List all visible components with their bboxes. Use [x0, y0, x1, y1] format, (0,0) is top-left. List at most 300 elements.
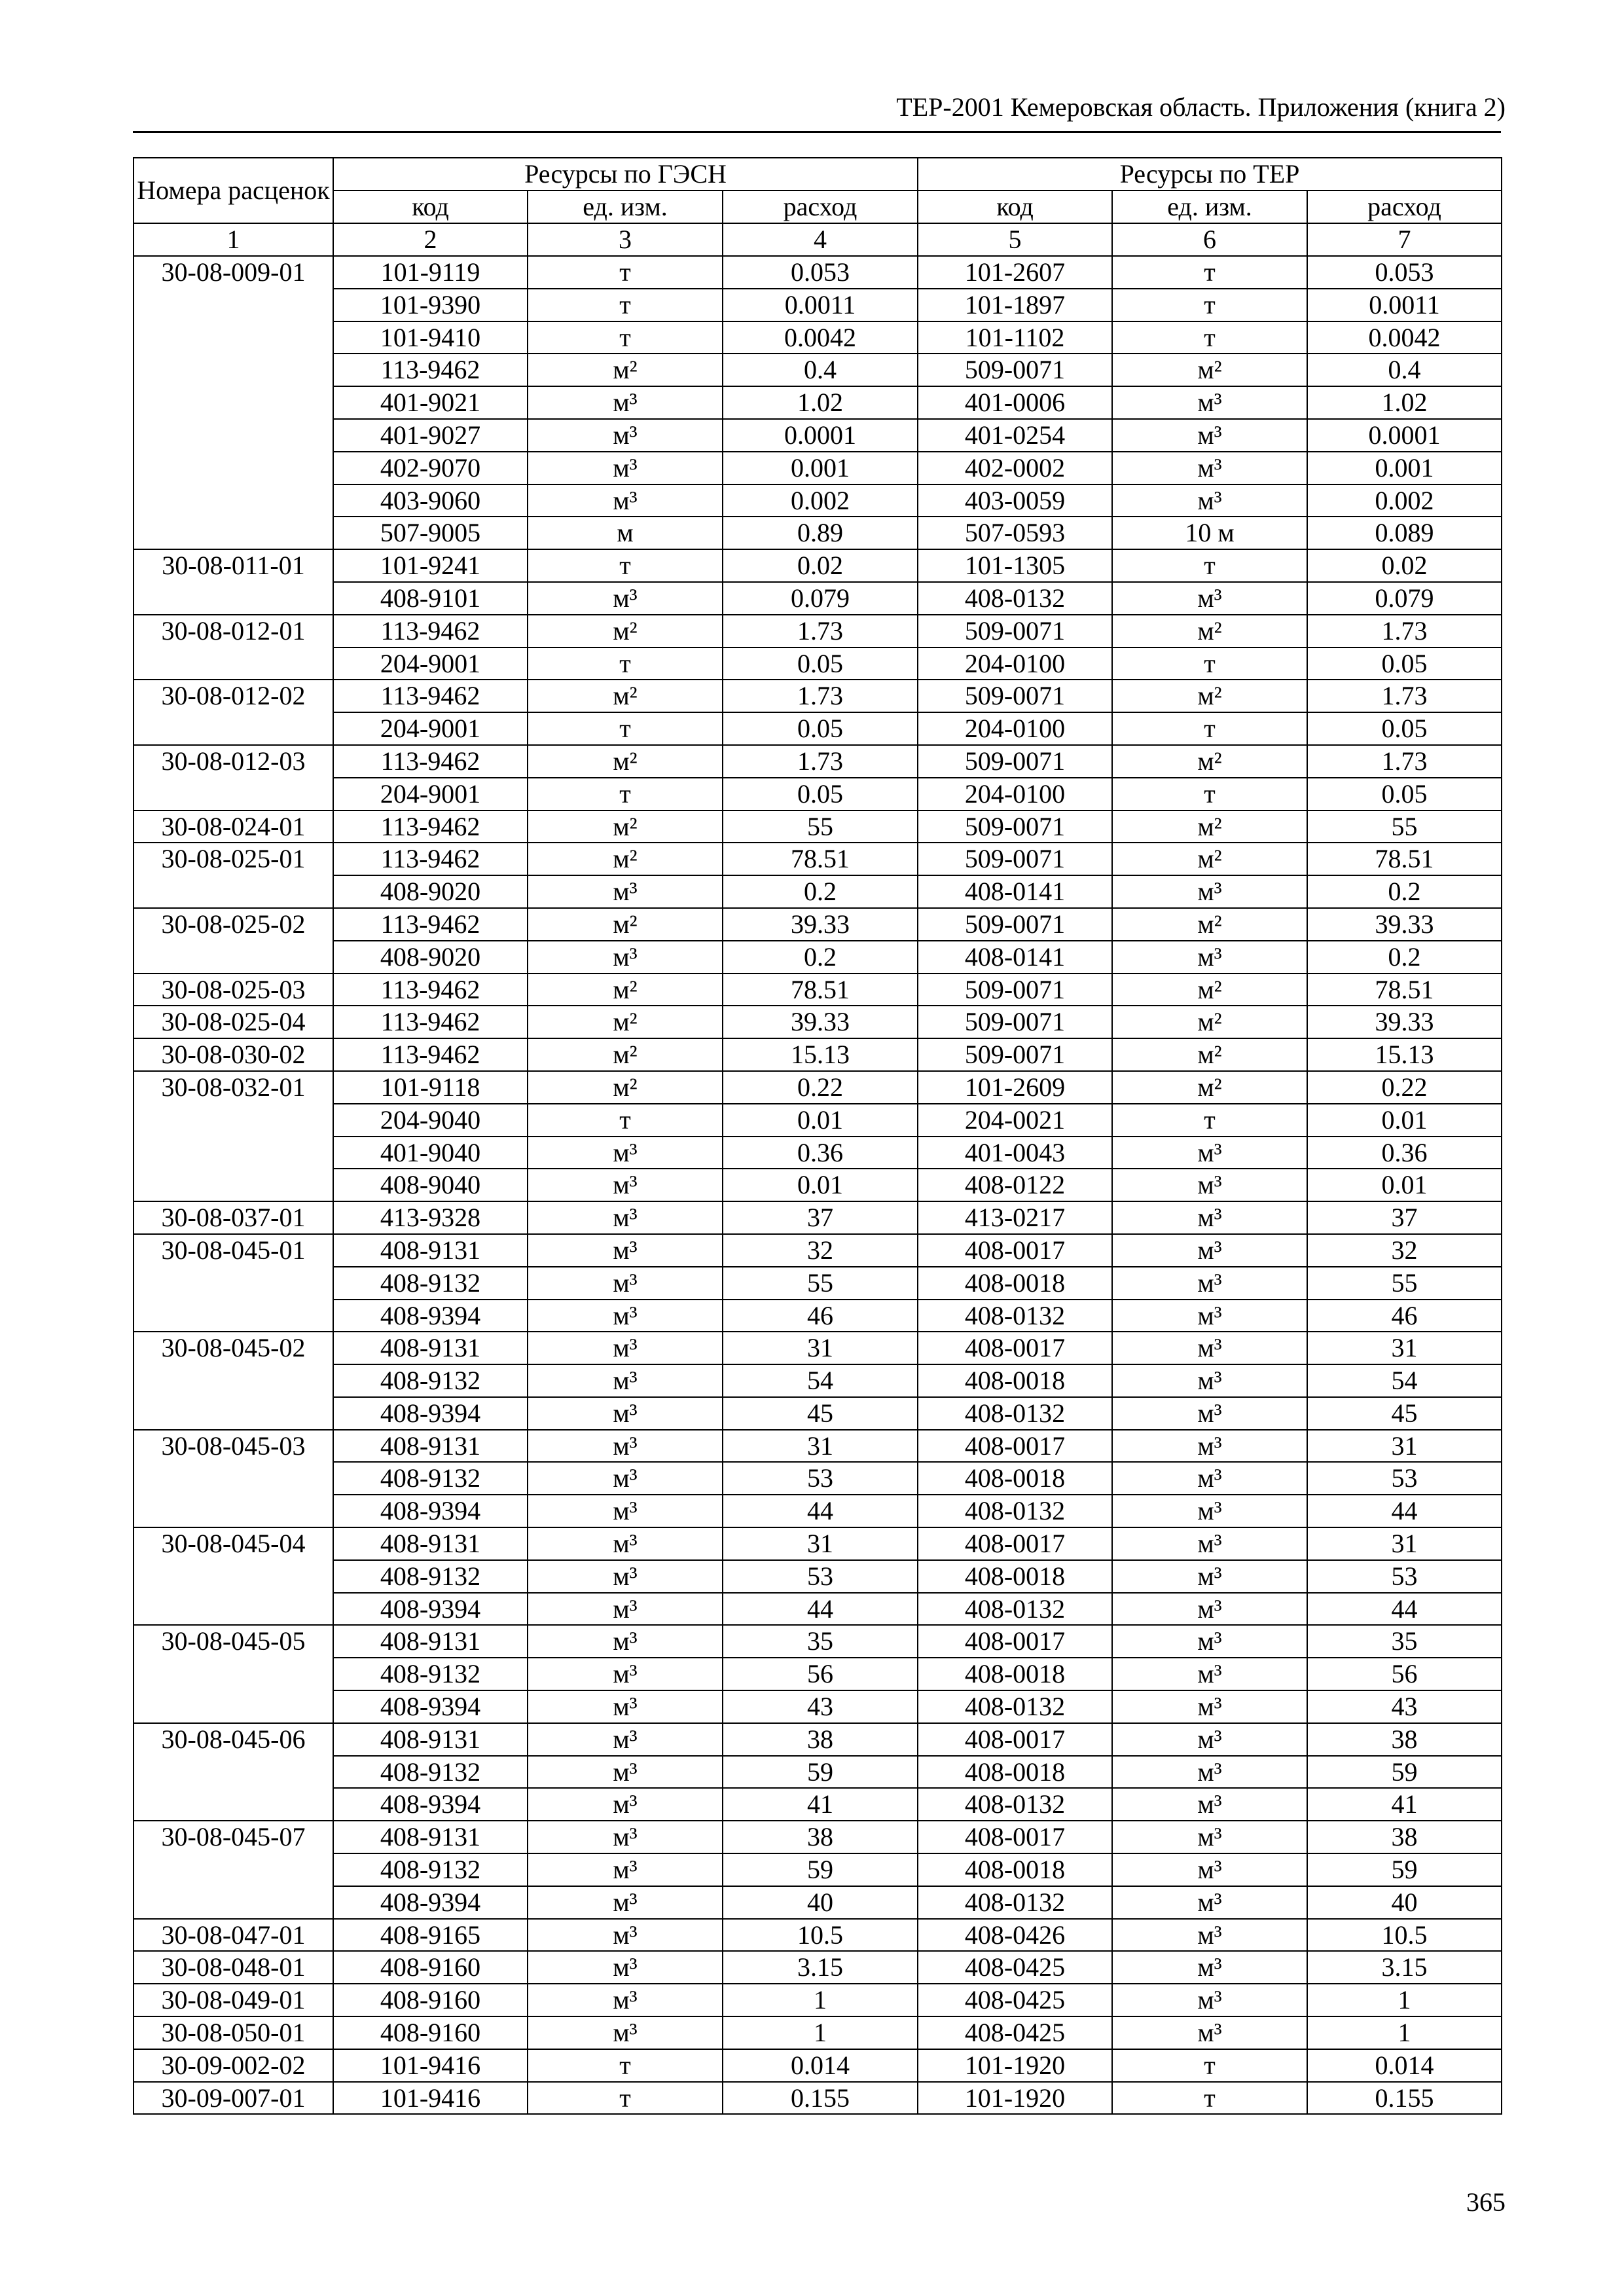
rates-header: Номера расценок [134, 158, 333, 223]
table-row [134, 1332, 1502, 1364]
gesn-unit-cell: м³ [528, 1593, 723, 1626]
gesn-code-cell: 408-9131 [333, 1234, 528, 1267]
table-row [134, 1300, 1502, 1332]
ter-consumption-cell: 0.079 [1307, 582, 1502, 615]
gesn-consumption-cell: 78.51 [723, 843, 918, 875]
rate-number-cell: 30-08-037-01 [134, 1201, 333, 1234]
table-row [134, 745, 1502, 778]
ter-unit-cell: м³ [1112, 1332, 1307, 1364]
gesn-consumption-cell: 53 [723, 1560, 918, 1593]
table-row [134, 1430, 1502, 1463]
gesn-consumption-cell: 3.15 [723, 1951, 918, 1984]
ter-code-cell: 408-0018 [918, 1364, 1112, 1397]
ter-consumption-cell: 0.0011 [1307, 289, 1502, 321]
column-numbers-row [134, 223, 1502, 256]
gesn-code-cell: 401-9027 [333, 419, 528, 452]
ter-consumption-cell: 59 [1307, 1756, 1502, 1789]
ter-unit-cell: м³ [1112, 1951, 1307, 1984]
table-row [134, 1625, 1502, 1658]
table-row [134, 1527, 1502, 1560]
gesn-code-cell: 408-9394 [333, 1886, 528, 1919]
ter-code-cell: 408-0132 [918, 1788, 1112, 1821]
rate-number-cell: 30-08-030-02 [134, 1038, 333, 1071]
gesn-header: Ресурсы по ГЭСН [333, 158, 918, 191]
ter-consumption-cell: 3.15 [1307, 1951, 1502, 1984]
gesn-code-cell: 101-9410 [333, 321, 528, 354]
rate-number-cell: 30-08-024-01 [134, 811, 333, 843]
gesn-unit-cell: м³ [528, 1300, 723, 1332]
ter-consumption-cell: 35 [1307, 1625, 1502, 1658]
ter-consumption-cell: 0.0001 [1307, 419, 1502, 452]
table-row [134, 452, 1502, 484]
ter-unit-cell: м³ [1112, 1169, 1307, 1201]
ter-code-cell: 101-1897 [918, 289, 1112, 321]
ter-code-cell: 101-1920 [918, 2049, 1112, 2082]
gesn-code-cell: 113-9462 [333, 811, 528, 843]
table-row [134, 484, 1502, 517]
ter-consumption-cell: 46 [1307, 1300, 1502, 1332]
gesn-consumption-cell: 40 [723, 1886, 918, 1919]
ter-code-cell: 408-0017 [918, 1625, 1112, 1658]
ter-code-cell: 408-0141 [918, 941, 1112, 974]
table-row [134, 1821, 1502, 1853]
gesn-unit-cell: м³ [528, 1332, 723, 1364]
gesn-unit-cell: м² [528, 974, 723, 1006]
gesn-unit-cell: м³ [528, 875, 723, 908]
gesn-consumption-cell: 31 [723, 1332, 918, 1364]
gesn-consumption-cell: 1 [723, 1984, 918, 2016]
gesn-code-cell: 507-9005 [333, 517, 528, 549]
gesn-code-cell: 408-9132 [333, 1756, 528, 1789]
gesn-unit-cell: м³ [528, 386, 723, 419]
ter-code-cell: 509-0071 [918, 811, 1112, 843]
ter-unit-cell: т [1112, 321, 1307, 354]
gesn-code-cell: 113-9462 [333, 745, 528, 778]
rate-number-cell: 30-09-002-02 [134, 2049, 333, 2082]
rate-number-cell: 30-08-009-01 [134, 256, 333, 549]
ter-unit-cell: м² [1112, 745, 1307, 778]
gesn-code-cell: 408-9132 [333, 1364, 528, 1397]
gesn-unit-cell: м³ [528, 1886, 723, 1919]
ter-consumption-cell: 41 [1307, 1788, 1502, 1821]
ter-consumption-cell: 38 [1307, 1723, 1502, 1756]
table-row [134, 582, 1502, 615]
ter-code-cell: 408-0018 [918, 1756, 1112, 1789]
rate-number-cell: 30-08-045-04 [134, 1527, 333, 1625]
ter-consumption-cell: 0.002 [1307, 484, 1502, 517]
ter-consumption-cell: 1 [1307, 2016, 1502, 2049]
ter-code-cell: 408-0132 [918, 582, 1112, 615]
ter-unit-cell: м³ [1112, 1593, 1307, 1626]
rate-number-cell: 30-08-045-05 [134, 1625, 333, 1722]
ter-unit-cell: м³ [1112, 1788, 1307, 1821]
gesn-unit-cell: м² [528, 1038, 723, 1071]
table-row [134, 354, 1502, 386]
table-row [134, 1560, 1502, 1593]
ter-unit-cell: м³ [1112, 1690, 1307, 1723]
ter-consumption-cell: 10.5 [1307, 1919, 1502, 1952]
table-row [134, 1006, 1502, 1038]
gesn-unit-cell: м³ [528, 582, 723, 615]
ter-code-cell: 403-0059 [918, 484, 1112, 517]
gesn-consumption-cell: 54 [723, 1364, 918, 1397]
gesn-code-cell: 113-9462 [333, 974, 528, 1006]
gesn-code-cell: 101-9390 [333, 289, 528, 321]
ter-code-cell: 408-0017 [918, 1332, 1112, 1364]
column-number: 6 [1112, 223, 1307, 256]
running-header: ТЕР-2001 Кемеровская область. Приложения (книга 2) [896, 92, 1506, 122]
gesn-unit-cell: м³ [528, 1984, 723, 2016]
ter-header: Ресурсы по ТЕР [918, 158, 1502, 191]
table-row [134, 517, 1502, 549]
gesn-consumption-cell: 0.22 [723, 1071, 918, 1104]
ter-unit-cell: м³ [1112, 1137, 1307, 1169]
table-row [134, 941, 1502, 974]
gesn-consumption-cell: 1.73 [723, 680, 918, 712]
ter-code-cell: 408-0141 [918, 875, 1112, 908]
rate-number-cell: 30-08-025-02 [134, 908, 333, 974]
gesn-consumption-cell: 38 [723, 1821, 918, 1853]
ter-unit-cell: 10 м [1112, 517, 1307, 549]
rate-number-cell: 30-08-045-02 [134, 1332, 333, 1429]
ter-consumption-cell: 1.73 [1307, 745, 1502, 778]
gesn-code-cell: 408-9131 [333, 1723, 528, 1756]
ter-code-cell: 402-0002 [918, 452, 1112, 484]
gesn-consumption-cell: 0.0042 [723, 321, 918, 354]
ter-consumption-cell: 0.05 [1307, 778, 1502, 811]
table-row [134, 875, 1502, 908]
ter-code-cell: 204-0021 [918, 1104, 1112, 1137]
ter-unit-cell: м³ [1112, 1462, 1307, 1495]
ter-code-cell: 509-0071 [918, 908, 1112, 941]
ter-consumption-cell: 32 [1307, 1234, 1502, 1267]
table-row [134, 256, 1502, 289]
gesn-unit-cell: м² [528, 680, 723, 712]
column-number: 3 [528, 223, 723, 256]
column-number: 5 [918, 223, 1112, 256]
gesn-unit-cell: м³ [528, 1658, 723, 1690]
resources-table [133, 157, 1502, 2115]
ter-code-cell: 204-0100 [918, 712, 1112, 745]
ter-consumption-cell: 15.13 [1307, 1038, 1502, 1071]
ter-consumption-cell: 0.22 [1307, 1071, 1502, 1104]
table-row [134, 843, 1502, 875]
column-number: 1 [134, 223, 333, 256]
gesn-unit-cell: м² [528, 1006, 723, 1038]
rate-number-cell: 30-08-032-01 [134, 1071, 333, 1201]
gesn-code-cell: 403-9060 [333, 484, 528, 517]
ter-code-cell: 408-0017 [918, 1430, 1112, 1463]
ter-code-cell: 401-0254 [918, 419, 1112, 452]
ter-unit-cell: м² [1112, 843, 1307, 875]
table-row [134, 1984, 1502, 2016]
ter-consumption-cell: 1.73 [1307, 680, 1502, 712]
ter-unit-cell: м³ [1112, 1527, 1307, 1560]
gesn-consumption-cell: 0.02 [723, 549, 918, 582]
table-row [134, 1919, 1502, 1952]
ter-consumption-cell: 31 [1307, 1332, 1502, 1364]
ter-consumption-cell: 0.0042 [1307, 321, 1502, 354]
gesn-unit-cell: т [528, 778, 723, 811]
gesn-consumption-cell: 44 [723, 1593, 918, 1626]
ter-unit-cell: м³ [1112, 1560, 1307, 1593]
table-row [134, 1951, 1502, 1984]
ter-consumption-cell: 0.01 [1307, 1169, 1502, 1201]
gesn-unit-cell: м³ [528, 419, 723, 452]
gesn-code-cell: 204-9001 [333, 647, 528, 680]
ter-consumption-cell: 55 [1307, 1267, 1502, 1300]
gesn-unit-cell: м³ [528, 1951, 723, 1984]
rate-number-cell: 30-08-012-03 [134, 745, 333, 811]
gesn-consumption-cell: 0.05 [723, 712, 918, 745]
gesn-code-cell: 408-9131 [333, 1821, 528, 1853]
table-row [134, 2049, 1502, 2082]
gesn-unit-cell: т [528, 712, 723, 745]
gesn-code-cell: 408-9131 [333, 1430, 528, 1463]
ter-unit-cell: м³ [1112, 386, 1307, 419]
gesn-consumption-cell: 0.2 [723, 875, 918, 908]
gesn-consumption-cell: 55 [723, 1267, 918, 1300]
ter-code-cell: 509-0071 [918, 1038, 1112, 1071]
gesn-consumption-cell: 0.0011 [723, 289, 918, 321]
table-row [134, 1104, 1502, 1137]
ter-unit-cell: т [1112, 2082, 1307, 2115]
ter-unit-cell: м³ [1112, 1919, 1307, 1952]
gesn-consumption-cell: 0.4 [723, 354, 918, 386]
ter-code-cell: 509-0071 [918, 843, 1112, 875]
ter-consumption-cell: 0.36 [1307, 1137, 1502, 1169]
gesn-code-cell: 408-9101 [333, 582, 528, 615]
gesn-code-cell: 408-9394 [333, 1788, 528, 1821]
ter-consumption-cell: 0.053 [1307, 256, 1502, 289]
gesn-unit-cell: м³ [528, 1462, 723, 1495]
ter-consumption-cell: 56 [1307, 1658, 1502, 1690]
gesn-unit-cell: т [528, 289, 723, 321]
gesn-code-cell: 101-9241 [333, 549, 528, 582]
ter-unit-cell: м³ [1112, 419, 1307, 452]
gesn-unit-cell: м³ [528, 1169, 723, 1201]
table-row [134, 1038, 1502, 1071]
ter-consumption-cell: 45 [1307, 1397, 1502, 1430]
ter-consumption-cell: 31 [1307, 1527, 1502, 1560]
table-row [134, 1234, 1502, 1267]
ter-code-cell: 408-0132 [918, 1495, 1112, 1527]
ter-code-cell: 408-0132 [918, 1300, 1112, 1332]
ter-code-cell: 204-0100 [918, 647, 1112, 680]
gesn-unit-cell: т [528, 256, 723, 289]
ter-code-cell: 509-0071 [918, 615, 1112, 647]
gesn-code-cell: 408-9131 [333, 1625, 528, 1658]
ter-consumption-cell: 0.089 [1307, 517, 1502, 549]
gesn-consumption-cell: 41 [723, 1788, 918, 1821]
gesn-unit-cell: т [528, 647, 723, 680]
ter-unit-cell: т [1112, 647, 1307, 680]
table-row [134, 2082, 1502, 2115]
gesn-unit-cell: м² [528, 745, 723, 778]
gesn-code-cell: 408-9160 [333, 1984, 528, 2016]
ter-consumption-cell: 53 [1307, 1462, 1502, 1495]
gesn-code-cell: 408-9160 [333, 1951, 528, 1984]
gesn-unit-cell: м³ [528, 484, 723, 517]
rate-number-cell: 30-08-012-02 [134, 680, 333, 745]
ter-consumption-cell: 0.4 [1307, 354, 1502, 386]
gesn-code-cell: 408-9394 [333, 1300, 528, 1332]
ter-code-cell: 413-0217 [918, 1201, 1112, 1234]
gesn-code-cell: 413-9328 [333, 1201, 528, 1234]
ter-unit-cell: м² [1112, 1006, 1307, 1038]
ter-unit-cell: м³ [1112, 1364, 1307, 1397]
gesn-code-header: код [333, 191, 528, 223]
gesn-consumption-cell: 39.33 [723, 1006, 918, 1038]
rate-number-cell: 30-08-048-01 [134, 1951, 333, 1984]
gesn-consumption-cell: 43 [723, 1690, 918, 1723]
ter-code-cell: 408-0122 [918, 1169, 1112, 1201]
ter-consumption-cell: 39.33 [1307, 908, 1502, 941]
ter-unit-cell: т [1112, 256, 1307, 289]
ter-code-cell: 509-0071 [918, 745, 1112, 778]
page-number: 365 [1466, 2187, 1506, 2217]
gesn-unit-cell: м [528, 517, 723, 549]
table-row [134, 974, 1502, 1006]
gesn-consumption-cell: 10.5 [723, 1919, 918, 1952]
ter-unit-cell: м³ [1112, 2016, 1307, 2049]
gesn-consumption-cell: 0.079 [723, 582, 918, 615]
ter-code-cell: 408-0426 [918, 1919, 1112, 1952]
gesn-unit-cell: м³ [528, 1690, 723, 1723]
gesn-code-cell: 113-9462 [333, 908, 528, 941]
gesn-consumption-cell: 78.51 [723, 974, 918, 1006]
gesn-consumption-cell: 39.33 [723, 908, 918, 941]
gesn-code-cell: 408-9020 [333, 941, 528, 974]
gesn-unit-cell: м² [528, 354, 723, 386]
rate-number-cell: 30-09-007-01 [134, 2082, 333, 2115]
table-row [134, 419, 1502, 452]
ter-unit-cell: м³ [1112, 1430, 1307, 1463]
gesn-consumption-cell: 0.014 [723, 2049, 918, 2082]
table-row [134, 1690, 1502, 1723]
ter-unit-cell: м³ [1112, 1984, 1307, 2016]
table-row [134, 1593, 1502, 1626]
gesn-code-cell: 401-9021 [333, 386, 528, 419]
gesn-code-cell: 408-9160 [333, 2016, 528, 2049]
ter-code-cell: 408-0017 [918, 1234, 1112, 1267]
ter-code-cell: 408-0017 [918, 1723, 1112, 1756]
gesn-unit-cell: м² [528, 1071, 723, 1104]
gesn-code-cell: 408-9132 [333, 1462, 528, 1495]
ter-code-cell: 507-0593 [918, 517, 1112, 549]
table-row [134, 549, 1502, 582]
gesn-code-cell: 408-9132 [333, 1658, 528, 1690]
ter-unit-cell: м³ [1112, 1300, 1307, 1332]
gesn-code-cell: 401-9040 [333, 1137, 528, 1169]
gesn-consumption-cell: 0.001 [723, 452, 918, 484]
gesn-code-cell: 113-9462 [333, 1006, 528, 1038]
gesn-consumption-cell: 31 [723, 1527, 918, 1560]
ter-consumption-cell: 44 [1307, 1593, 1502, 1626]
ter-code-cell: 408-0132 [918, 1593, 1112, 1626]
gesn-code-cell: 408-9132 [333, 1853, 528, 1886]
ter-unit-cell: м³ [1112, 582, 1307, 615]
ter-consumption-cell: 1 [1307, 1984, 1502, 2016]
gesn-unit-cell: т [528, 2049, 723, 2082]
rate-number-cell: 30-08-045-07 [134, 1821, 333, 1918]
gesn-unit-cell: т [528, 1104, 723, 1137]
ter-unit-cell: м² [1112, 974, 1307, 1006]
ter-consumption-cell: 1.73 [1307, 615, 1502, 647]
gesn-consumption-cell: 0.002 [723, 484, 918, 517]
ter-consumption-cell: 1.02 [1307, 386, 1502, 419]
ter-code-cell: 408-0018 [918, 1462, 1112, 1495]
ter-code-cell: 408-0018 [918, 1560, 1112, 1593]
ter-unit-cell: т [1112, 1104, 1307, 1137]
ter-consumption-cell: 43 [1307, 1690, 1502, 1723]
table-row [134, 647, 1502, 680]
gesn-consumption-cell: 59 [723, 1756, 918, 1789]
table-row [134, 1364, 1502, 1397]
gesn-consumption-cell: 37 [723, 1201, 918, 1234]
ter-code-cell: 509-0071 [918, 680, 1112, 712]
table-row [134, 908, 1502, 941]
ter-unit-cell: м³ [1112, 1234, 1307, 1267]
ter-consumption-cell: 0.014 [1307, 2049, 1502, 2082]
gesn-code-cell: 408-9020 [333, 875, 528, 908]
table-body [134, 256, 1502, 2114]
gesn-unit-cell: м³ [528, 1821, 723, 1853]
ter-code-cell: 408-0132 [918, 1690, 1112, 1723]
gesn-code-cell: 113-9462 [333, 680, 528, 712]
gesn-consumption-cell: 56 [723, 1658, 918, 1690]
ter-consumption-cell: 0.001 [1307, 452, 1502, 484]
ter-consumption-cell: 31 [1307, 1430, 1502, 1463]
gesn-unit-cell: м³ [528, 1853, 723, 1886]
gesn-consumption-cell: 0.05 [723, 778, 918, 811]
gesn-consumption-cell: 45 [723, 1397, 918, 1430]
gesn-unit-cell: м³ [528, 1397, 723, 1430]
gesn-unit-cell: м³ [528, 1267, 723, 1300]
gesn-unit-cell: м² [528, 908, 723, 941]
gesn-unit-cell: м³ [528, 1919, 723, 1952]
gesn-consumption-header: расход [723, 191, 918, 223]
column-number: 4 [723, 223, 918, 256]
gesn-code-cell: 408-9040 [333, 1169, 528, 1201]
ter-code-cell: 401-0043 [918, 1137, 1112, 1169]
table-row [134, 2016, 1502, 2049]
gesn-unit-cell: м³ [528, 1234, 723, 1267]
table-row [134, 1267, 1502, 1300]
gesn-code-cell: 204-9001 [333, 778, 528, 811]
table-row [134, 778, 1502, 811]
ter-unit-cell: м³ [1112, 875, 1307, 908]
ter-code-cell: 509-0071 [918, 974, 1112, 1006]
rate-number-cell: 30-08-050-01 [134, 2016, 333, 2049]
ter-code-cell: 408-0425 [918, 2016, 1112, 2049]
gesn-code-cell: 101-9119 [333, 256, 528, 289]
gesn-unit-cell: м³ [528, 1430, 723, 1463]
table-row [134, 811, 1502, 843]
table-row [134, 712, 1502, 745]
gesn-unit-cell: м³ [528, 1788, 723, 1821]
ter-unit-cell: м² [1112, 680, 1307, 712]
gesn-consumption-cell: 1 [723, 2016, 918, 2049]
gesn-unit-cell: м² [528, 843, 723, 875]
ter-consumption-cell: 0.05 [1307, 712, 1502, 745]
gesn-unit-cell: м² [528, 811, 723, 843]
ter-consumption-cell: 0.02 [1307, 549, 1502, 582]
table-row [134, 1886, 1502, 1919]
ter-consumption-cell: 59 [1307, 1853, 1502, 1886]
ter-consumption-cell: 0.2 [1307, 875, 1502, 908]
ter-code-cell: 204-0100 [918, 778, 1112, 811]
